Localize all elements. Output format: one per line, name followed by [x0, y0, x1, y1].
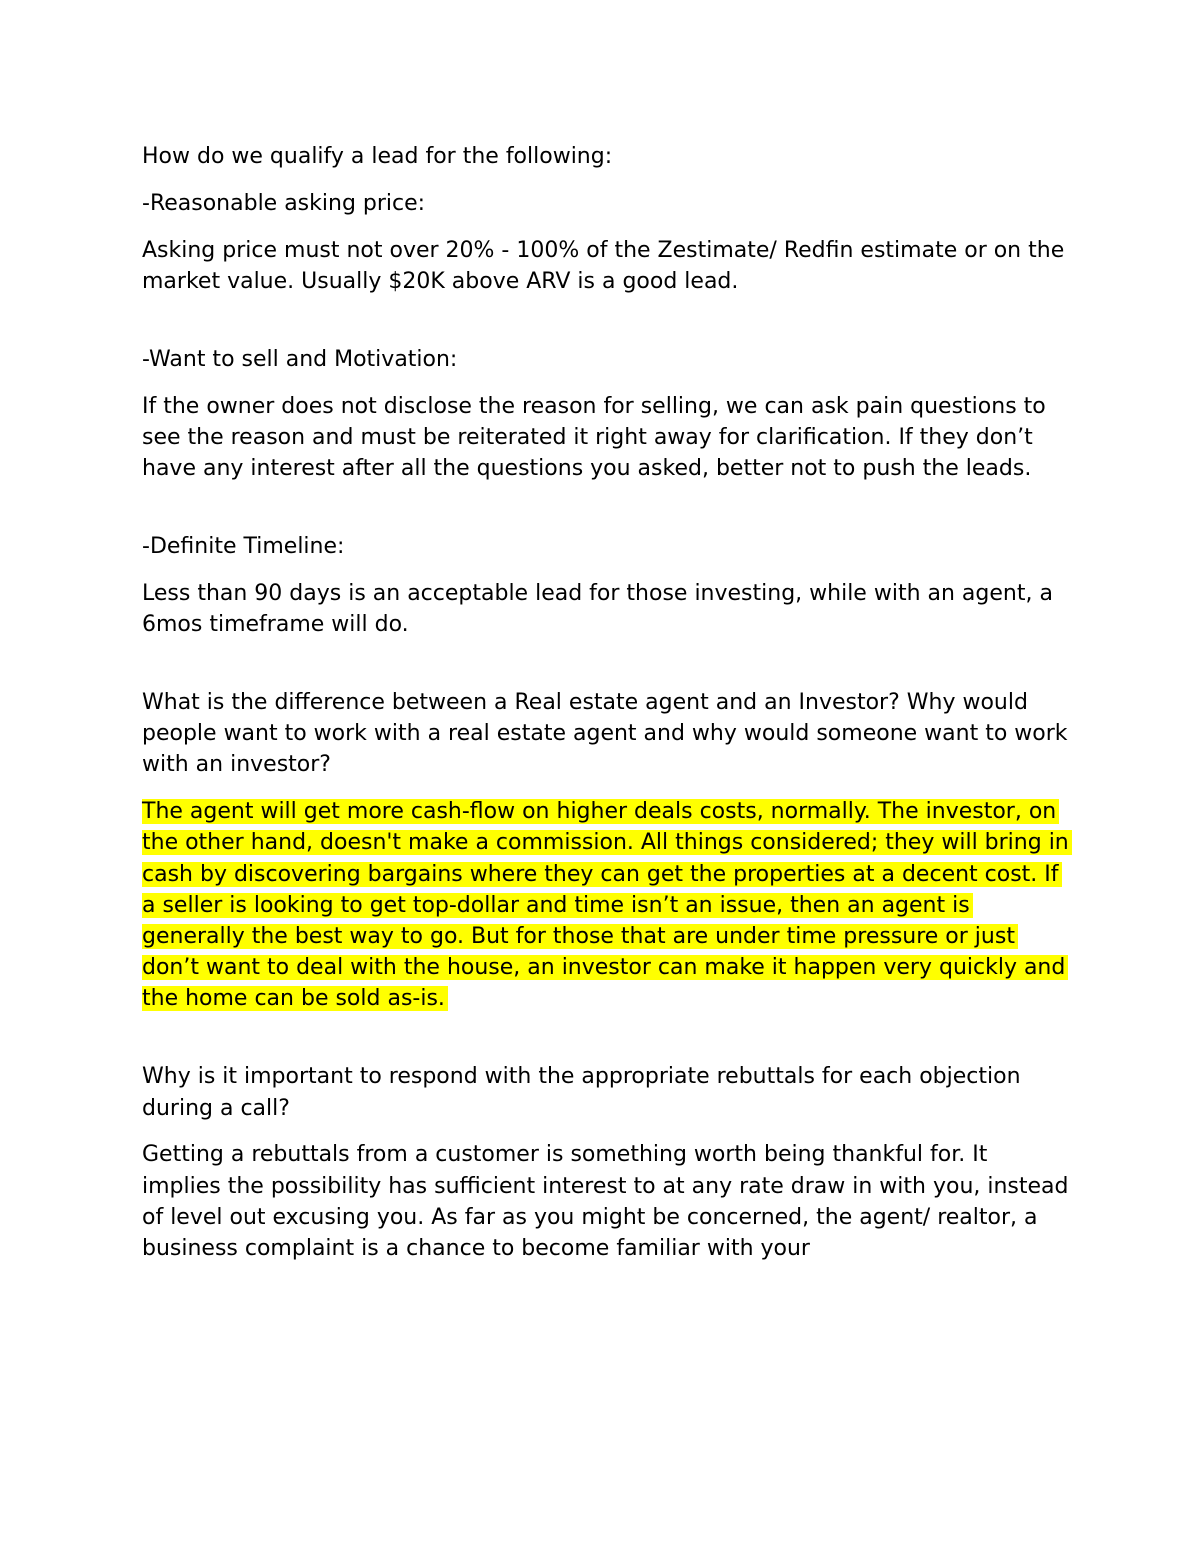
agent-vs-investor-answer — [142, 796, 1072, 1014]
price-answer: Asking price must not over 20% - 100% of the Zestimate/ Redfin estimate or on the market value. Usually $20K above ARV is a good lead. — [142, 237, 1065, 294]
motivation-heading: -Want to sell and Motivation: — [142, 346, 458, 372]
highlighted-answer-text: The agent will get more cash-flow on higher deals costs, normally. The investor, on the other hand, doesn't make a commission. All things considered; they will bring in cash by discovering bargains where they can get the properties at a decent cost. If a seller is looking to get top-dollar and time isn’t an issue, then an agent is generally the best way to go. But for those that are under time pressure or just don’t want to deal with the house, an investor can make it happen very quickly and the home can be sold as-is. — [142, 799, 1072, 1011]
timeline-heading: -Definite Timeline: — [142, 534, 345, 559]
document-body — [142, 141, 1072, 1264]
rebuttals-question: Why is it important to respond with the appropriate rebuttals for each objection during a call? — [142, 1064, 1021, 1121]
agent-vs-investor-question: What is the difference between a Real estate agent and an Investor? Why would people want to work with a real estate agent and why would someone want to work with an investor? — [142, 690, 1068, 778]
rebuttals-answer: Getting a rebuttals from a customer is something worth being thankful for. It implies the possibility has sufficient interest to at any rate draw in with you, instead of level out excusing you. As far as you might be concerned, the agent/ realtor, a business complaint is a chance to become familiar with your — [142, 1142, 1069, 1262]
timeline-answer: Less than 90 days is an acceptable lead for those investing, while with an agent, a 6mos timeframe will do. — [142, 580, 1053, 637]
price-heading: -Reasonable asking price: — [142, 190, 426, 216]
motivation-answer: If the owner does not disclose the reason for selling, we can ask pain questions to see the reason and must be reiterated it right away for clarification. If they don’t have any interest after all the questions you asked, better not to push the leads. — [142, 393, 1046, 481]
q1-intro-text: How do we qualify a lead for the following: — [142, 144, 613, 169]
